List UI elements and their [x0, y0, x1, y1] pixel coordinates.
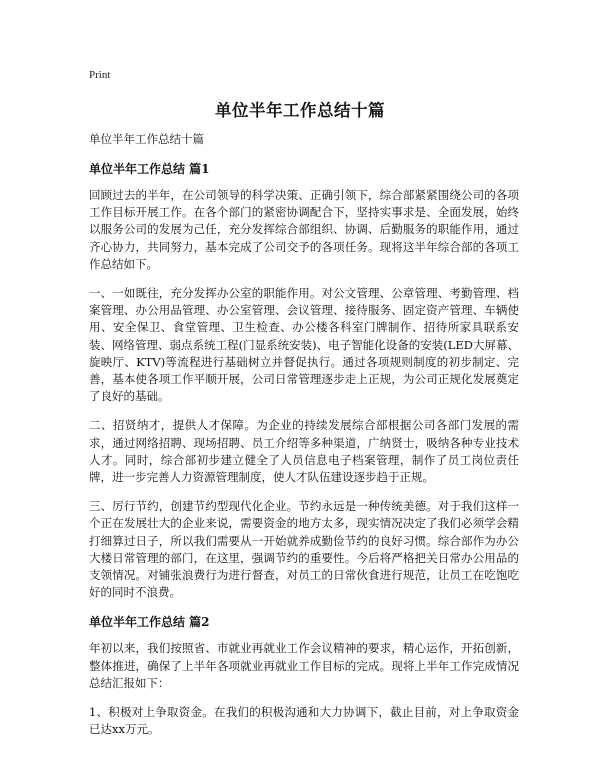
section-heading: 单位半年工作总结 篇1 — [89, 162, 210, 176]
section-heading: 单位半年工作总结 篇2 — [89, 615, 210, 630]
document-body — [89, 130, 519, 750]
section-1 — [89, 160, 519, 601]
print-link[interactable]: Print — [89, 69, 111, 81]
document-subtitle: 单位半年工作总结十篇 — [89, 132, 204, 146]
section-2 — [89, 613, 519, 738]
paragraph: 年初以来，我们按照省、市就业再就业工作会议精神的要求，精心运作，开拓创新，整体推进，确保了上半年各项就业再就业工作目标的完成。现将上半年工作完成情况总结汇报如下： — [89, 641, 519, 690]
paragraph: 一、一如既往，充分发挥办公室的职能作用。对公文管理、公章管理、考勤管理、档案管理、办公用品管理、办公室管理、会议管理、接待服务、固定资产管理、车辆使用、安全保卫、食堂管理、卫生检查、办公楼各科室门牌制作、招待所家具联系安装、网络管理、弱点系统工程(门显系统安装)、电子智能化设备的安装(LED大屏幕、旋映厅、KTV)等流程进行基础树立并督促执行。通过各项规则制度的初步制定、完善，基本使各项工作平顺开展，公司日常管理逐步走上正规，为公司正规化发展奠定了良好的基础。 — [89, 286, 519, 404]
paragraph: 二、招贤纳才，提供人才保障。为企业的持续发展综合部根据公司各部门发展的需求，通过网络招聘、现场招聘、员工介绍等多种渠道，广纳贤士，吸纳各种专业技术人才。同时，综合部初步建立健全了人员信息电子档案管理，制作了员工岗位责任牌，进一步完善人力资源管理制度，使人才队伍建设逐步趋于正规。 — [89, 418, 519, 485]
page-title: 单位半年工作总结十篇 — [215, 101, 385, 120]
paragraph: 回顾过去的半年，在公司领导的科学决策、正确引领下，综合部紧紧围绕公司的各项工作目标开展工作。在各个部门的紧密协调配合下，坚持实事求是、全面发展，始终以服务公司的发展为己任，充分发挥综合部组织、协调、后勤服务的职能作用，通过齐心协力，共同努力，基本完成了公司交予的各项任务。现将这半年综合部的各项工作总结如下。 — [89, 188, 519, 271]
paragraph: 1、积极对上争取资金。在我们的积极沟通和大力协调下，截止目前，对上争取资金已达xx万元。 — [89, 705, 519, 737]
paragraph: 三、厉行节约，创建节约型现代化企业。节约永远是一种传统美德。对于我们这样一个正在发展壮大的企业来说，需要资金的地方太多，现实情况决定了我们必须学会精打细算过日子，所以我们需要从一开始就养成勤俭节约的良好习惯。综合部作为办公大楼日常管理的部门，在这里，强调节约的重要性。今后将严格把关日常办公用品的支领情况。对铺张浪费行为进行督查，对员工的日常伙食进行规范，让员工在吃饱吃好的同时不浪费。 — [89, 499, 519, 600]
